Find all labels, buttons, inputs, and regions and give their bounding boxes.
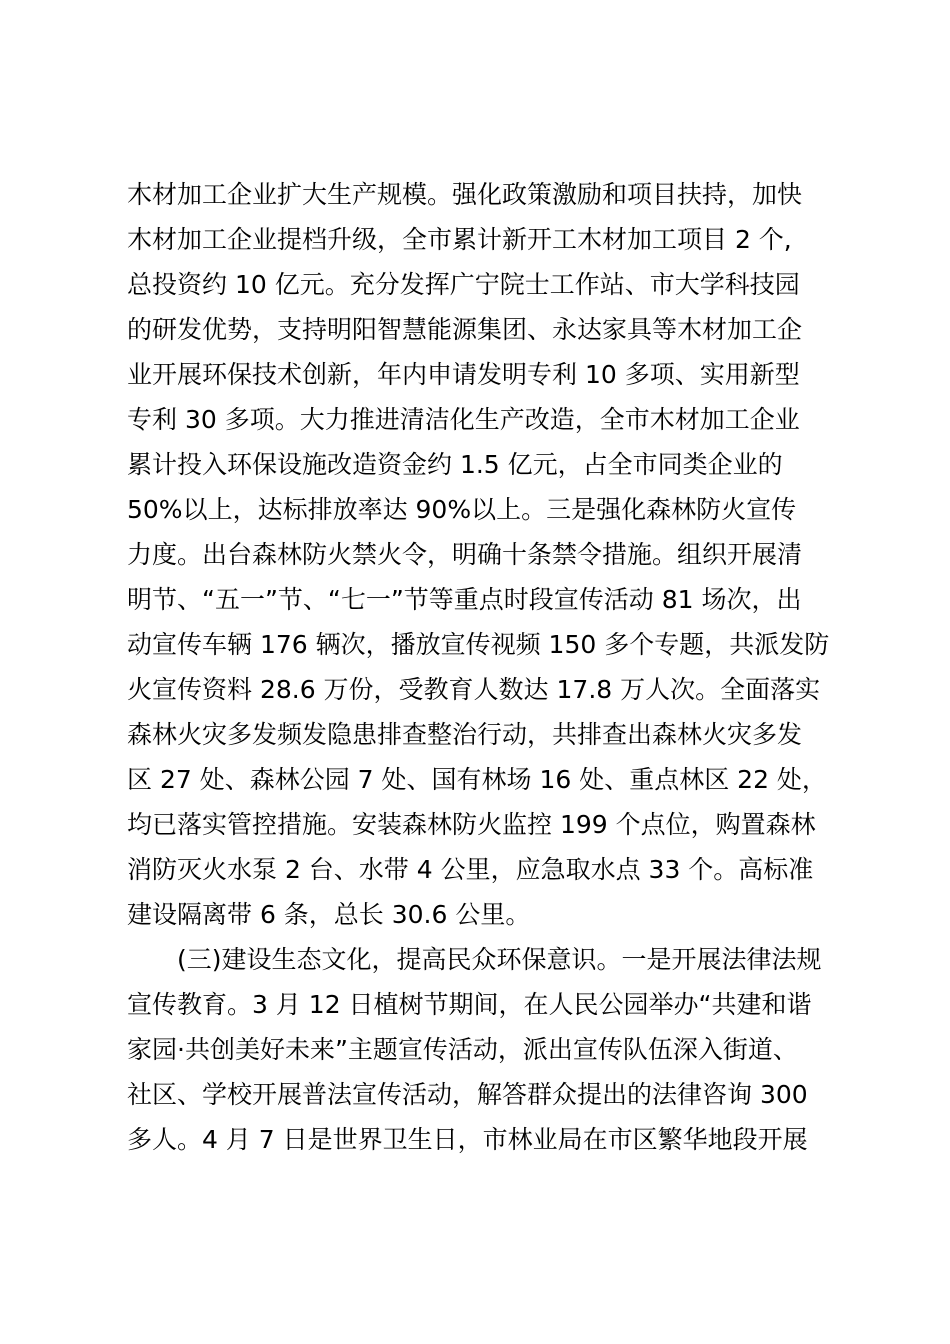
text-line: 均已落实管控措施。安装森林防火监控 199 个点位，购置森林 — [127, 810, 816, 839]
text-line: 多人。4 月 7 日是世界卫生日，市林业局在市区繁华地段开展 — [127, 1125, 808, 1154]
text-line: 火宣传资料 28.6 万份，受教育人数达 17.8 万人次。全面落实 — [127, 675, 821, 704]
text-line: 专利 30 多项。大力推进清洁化生产改造，全市木材加工企业 — [127, 405, 800, 434]
body-text — [127, 172, 830, 1162]
text-line: 累计投入环保设施改造资金约 1.5 亿元，占全市同类企业的 — [127, 450, 783, 479]
text-line: 木材加工企业扩大生产规模。强化政策激励和项目扶持，加快 — [127, 180, 803, 209]
text-line: 消防灭火水泵 2 台、水带 4 公里，应急取水点 33 个。高标准 — [127, 855, 814, 884]
text-line: 建设隔离带 6 条，总长 30.6 公里。 — [127, 900, 531, 929]
text-line: 社区、学校开展普法宣传活动，解答群众提出的法律咨询 300 — [127, 1080, 808, 1109]
text-line: 总投资约 10 亿元。充分发挥广宁院士工作站、市大学科技园 — [127, 270, 800, 299]
text-line: 区 27 处、森林公园 7 处、国有林场 16 处、重点林区 22 处， — [127, 765, 827, 794]
text-line: 宣传教育。3 月 12 日植树节期间，在人民公园举办“共建和谐 — [127, 990, 812, 1019]
text-line: 业开展环保技术创新，年内申请发明专利 10 多项、实用新型 — [127, 360, 800, 389]
text-line: 50%以上，达标排放率达 90%以上。三是强化森林防火宣传 — [127, 495, 797, 524]
text-line: 木材加工企业提档升级，全市累计新开工木材加工项目 2 个, — [127, 225, 792, 254]
section-heading-line: (三)建设生态文化，提高民众环保意识。一是开展法律法规 — [127, 945, 822, 974]
text-line: 家园·共创美好未来”主题宣传活动，派出宣传队伍深入街道、 — [127, 1035, 798, 1064]
text-line: 力度。出台森林防火禁火令，明确十条禁令措施。组织开展清 — [127, 540, 803, 569]
text-line: 的研发优势，支持明阳智慧能源集团、永达家具等木材加工企 — [127, 315, 803, 344]
text-line: 明节、“五一”节、“七一”节等重点时段宣传活动 81 场次，出 — [127, 585, 802, 614]
text-line: 动宣传车辆 176 辆次，播放宣传视频 150 多个专题，共派发防 — [127, 630, 830, 659]
text-line: 森林火灾多发频发隐患排查整治行动，共排查出森林火灾多发 — [127, 720, 803, 749]
